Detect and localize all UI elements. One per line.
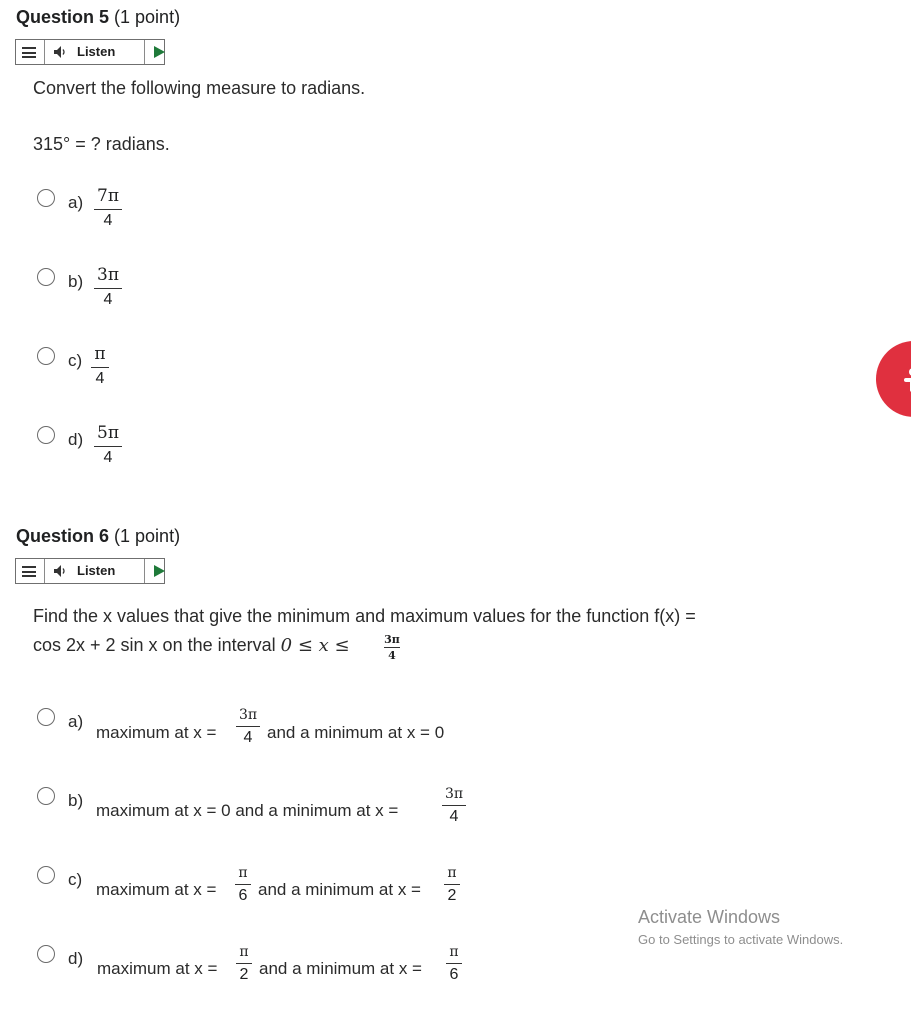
q5-option-a-fraction: 7π 4: [94, 186, 122, 230]
q6-option-b-min-fraction: 3π 4: [442, 786, 466, 826]
q6-option-d-min-text: and a minimum at x =: [259, 959, 422, 978]
q5-prompt: Convert the following measure to radians.: [33, 78, 366, 98]
q6-option-c-radio[interactable]: [37, 866, 55, 884]
q6-option-a-max-fraction: 3π 4: [236, 707, 260, 747]
q6-option-a-max-text: maximum at x =: [96, 723, 217, 742]
activate-windows-subtitle: Go to Settings to activate Windows.: [638, 932, 844, 947]
widget-icon: [898, 365, 911, 395]
accessibility-widget-button[interactable]: [876, 341, 911, 417]
listen-bar-q5: [15, 39, 165, 65]
q5-option-d-radio[interactable]: [37, 426, 55, 444]
q6-option-d-max-fraction: π 2: [236, 944, 252, 984]
listen-button[interactable]: Listen: [77, 44, 116, 59]
q6-option-d-min-fraction: π 6: [446, 944, 462, 984]
q5-option-c-fraction: π 4: [91, 344, 109, 388]
q6-option-a-letter: a): [68, 712, 84, 731]
q6-option-a-radio[interactable]: [37, 708, 55, 726]
q5-option-c-letter: c): [68, 351, 83, 370]
q6-prompt-line1: Find the x values that give the minimum and maximum values for the function f(x) =: [33, 606, 696, 626]
q6-prompt-line2: cos 2x + 2 sin x on the interval 0 ≤ x ≤: [33, 635, 350, 656]
q6-option-a-min-text: and a minimum at x = 0: [267, 723, 445, 742]
speaker-icon: [54, 46, 68, 58]
play-icon[interactable]: [153, 565, 165, 577]
q6-option-c-letter: c): [68, 870, 83, 889]
activate-windows-title: Activate Windows: [638, 907, 781, 927]
q6-option-b-letter: b): [68, 791, 84, 810]
q5-option-a-radio[interactable]: [37, 189, 55, 207]
menu-icon[interactable]: [22, 47, 36, 58]
q6-option-c-min-text: and a minimum at x =: [258, 880, 421, 899]
q6-interval: 0 ≤ x ≤: [280, 635, 350, 656]
question-6-title: Question 6 (1 point): [16, 526, 181, 546]
q6-interval-fraction: 3π 4: [384, 633, 400, 662]
q5-option-a-letter: a): [68, 193, 84, 212]
q6-option-d-radio[interactable]: [37, 945, 55, 963]
menu-icon[interactable]: [22, 566, 36, 577]
q6-option-c-max-fraction: π 6: [235, 865, 251, 905]
q5-option-d-fraction: 5π 4: [94, 423, 122, 467]
q6-option-b-radio[interactable]: [37, 787, 55, 805]
q5-option-b-fraction: 3π 4: [94, 265, 122, 309]
play-icon[interactable]: [153, 46, 165, 58]
q6-option-d-max-text: maximum at x =: [97, 959, 218, 978]
listen-button[interactable]: Listen: [77, 563, 116, 578]
question-5-title: Question 5 (1 point): [16, 7, 181, 27]
q5-equation: 315° = ? radians.: [33, 134, 170, 154]
q6-option-b-max-text: maximum at x = 0 and a minimum at x =: [96, 801, 399, 820]
q5-option-b-radio[interactable]: [37, 268, 55, 286]
q5-option-b-letter: b): [68, 272, 84, 291]
speaker-icon: [54, 565, 68, 577]
q6-option-c-min-fraction: π 2: [444, 865, 460, 905]
listen-bar-q6: [15, 558, 165, 584]
q6-option-c-max-text: maximum at x =: [96, 880, 217, 899]
q6-option-d-letter: d): [68, 949, 84, 968]
q5-option-d-letter: d): [68, 430, 84, 449]
q5-option-c-radio[interactable]: [37, 347, 55, 365]
